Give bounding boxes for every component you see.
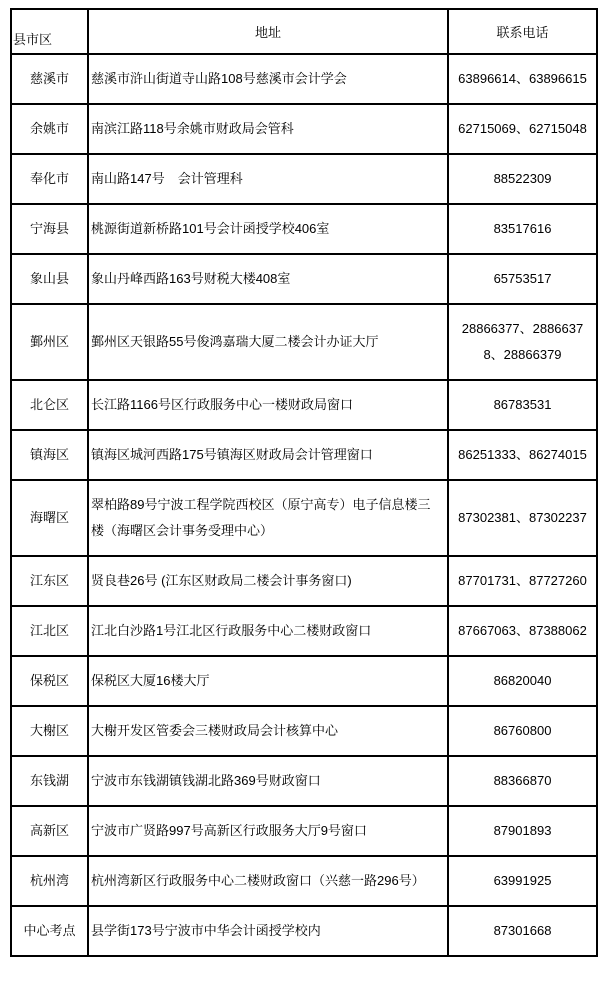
table-row bbox=[11, 380, 597, 430]
phone-cell: 65753517 bbox=[448, 254, 597, 304]
district-cell: 杭州湾 bbox=[11, 856, 88, 906]
phone-cell: 87901893 bbox=[448, 806, 597, 856]
phone-cell: 86820040 bbox=[448, 656, 597, 706]
table-header bbox=[11, 9, 597, 54]
table-row bbox=[11, 104, 597, 154]
district-cell: 高新区 bbox=[11, 806, 88, 856]
address-cell: 江北白沙路1号江北区行政服务中心二楼财政窗口 bbox=[88, 606, 448, 656]
phone-cell: 62715069、62715048 bbox=[448, 104, 597, 154]
phone-cell: 28866377、28866378、28866379 bbox=[448, 304, 597, 380]
address-cell: 贤良巷26号 (江东区财政局二楼会计事务窗口) bbox=[88, 556, 448, 606]
table-row bbox=[11, 706, 597, 756]
address-cell: 县学街173号宁波市中华会计函授学校内 bbox=[88, 906, 448, 956]
address-cell: 南山路147号 会计管理科 bbox=[88, 154, 448, 204]
phone-cell: 63896614、63896615 bbox=[448, 54, 597, 104]
address-cell: 宁波市东钱湖镇钱湖北路369号财政窗口 bbox=[88, 756, 448, 806]
district-cell: 北仑区 bbox=[11, 380, 88, 430]
address-cell: 大榭开发区管委会三楼财政局会计核算中心 bbox=[88, 706, 448, 756]
address-cell: 桃源街道新桥路101号会计函授学校406室 bbox=[88, 204, 448, 254]
address-cell: 保税区大厦16楼大厅 bbox=[88, 656, 448, 706]
district-cell: 中心考点 bbox=[11, 906, 88, 956]
phone-cell: 63991925 bbox=[448, 856, 597, 906]
address-cell: 慈溪市浒山街道寺山路108号慈溪市会计学会 bbox=[88, 54, 448, 104]
table-row bbox=[11, 556, 597, 606]
district-cell: 象山县 bbox=[11, 254, 88, 304]
district-cell: 宁海县 bbox=[11, 204, 88, 254]
district-cell: 镇海区 bbox=[11, 430, 88, 480]
district-cell: 大榭区 bbox=[11, 706, 88, 756]
table-row bbox=[11, 254, 597, 304]
address-cell: 鄞州区天银路55号俊鸿嘉瑞大厦二楼会计办证大厅 bbox=[88, 304, 448, 380]
phone-cell: 87302381、87302237 bbox=[448, 480, 597, 556]
header-row bbox=[11, 9, 597, 54]
table-row bbox=[11, 656, 597, 706]
table-row bbox=[11, 806, 597, 856]
table-row bbox=[11, 856, 597, 906]
address-cell: 翠柏路89号宁波工程学院西校区（原宁高专）电子信息楼三楼（海曙区会计事务受理中心） bbox=[88, 480, 448, 556]
district-cell: 鄞州区 bbox=[11, 304, 88, 380]
address-cell: 杭州湾新区行政服务中心二楼财政窗口（兴慈一路296号） bbox=[88, 856, 448, 906]
table-row bbox=[11, 54, 597, 104]
phone-cell: 87301668 bbox=[448, 906, 597, 956]
district-cell: 慈溪市 bbox=[11, 54, 88, 104]
address-cell: 长江路1166号区行政服务中心一楼财政局窗口 bbox=[88, 380, 448, 430]
table-row bbox=[11, 154, 597, 204]
district-cell: 江东区 bbox=[11, 556, 88, 606]
district-cell: 奉化市 bbox=[11, 154, 88, 204]
table-row bbox=[11, 480, 597, 556]
address-cell: 宁波市广贤路997号高新区行政服务大厅9号窗口 bbox=[88, 806, 448, 856]
district-cell: 保税区 bbox=[11, 656, 88, 706]
table-row bbox=[11, 756, 597, 806]
phone-cell: 88366870 bbox=[448, 756, 597, 806]
district-cell: 海曙区 bbox=[11, 480, 88, 556]
phone-cell: 88522309 bbox=[448, 154, 597, 204]
column-header-district: 县市区 bbox=[11, 9, 88, 54]
address-cell: 象山丹峰西路163号财税大楼408室 bbox=[88, 254, 448, 304]
table-row bbox=[11, 606, 597, 656]
table-row bbox=[11, 430, 597, 480]
table-row bbox=[11, 204, 597, 254]
table-row bbox=[11, 906, 597, 956]
phone-cell: 87701731、87727260 bbox=[448, 556, 597, 606]
address-cell: 南滨江路118号余姚市财政局会管科 bbox=[88, 104, 448, 154]
phone-cell: 86251333、86274015 bbox=[448, 430, 597, 480]
table-body bbox=[11, 54, 597, 956]
district-cell: 东钱湖 bbox=[11, 756, 88, 806]
phone-cell: 86783531 bbox=[448, 380, 597, 430]
district-cell: 江北区 bbox=[11, 606, 88, 656]
phone-cell: 87667063、87388062 bbox=[448, 606, 597, 656]
phone-cell: 86760800 bbox=[448, 706, 597, 756]
phone-cell: 83517616 bbox=[448, 204, 597, 254]
table-row bbox=[11, 304, 597, 380]
district-cell: 余姚市 bbox=[11, 104, 88, 154]
column-header-phone: 联系电话 bbox=[448, 9, 597, 54]
contact-table bbox=[10, 8, 598, 957]
address-cell: 镇海区城河西路175号镇海区财政局会计管理窗口 bbox=[88, 430, 448, 480]
column-header-address: 地址 bbox=[88, 9, 448, 54]
